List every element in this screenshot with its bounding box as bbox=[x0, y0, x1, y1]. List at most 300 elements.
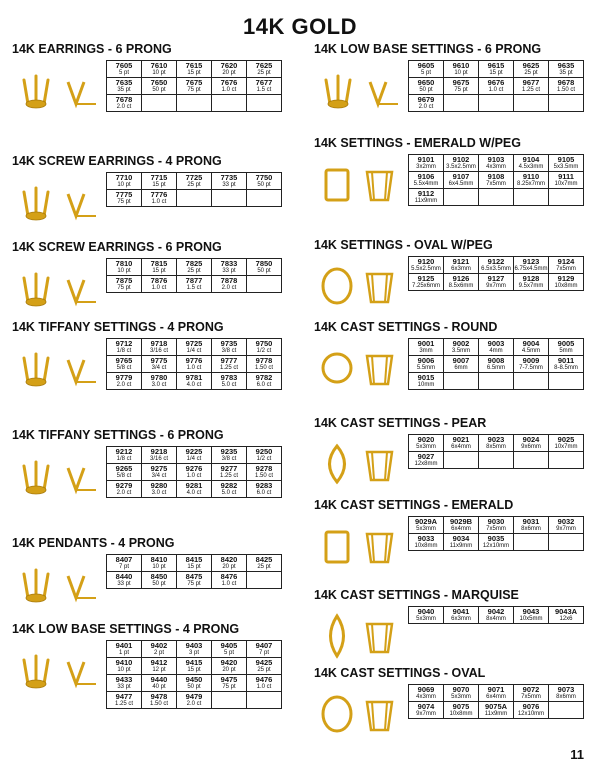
table-cell bbox=[444, 78, 479, 95]
table-cell bbox=[409, 257, 444, 274]
table-row bbox=[409, 155, 584, 172]
item-number: 9605 bbox=[417, 60, 435, 70]
table-cell bbox=[514, 607, 549, 624]
table-cell bbox=[549, 452, 584, 469]
item-number: 9777 bbox=[220, 355, 238, 365]
item-number: 9281 bbox=[185, 480, 203, 490]
table-cell bbox=[247, 190, 282, 207]
table-cell bbox=[142, 61, 177, 78]
table-cell bbox=[177, 173, 212, 190]
table-cell bbox=[514, 155, 549, 172]
item-number: 9280 bbox=[150, 480, 168, 490]
item-number: 9032 bbox=[557, 516, 575, 526]
table-cell bbox=[409, 95, 444, 112]
item-number: 9750 bbox=[255, 338, 273, 348]
item-size: 10x5mm bbox=[519, 616, 543, 623]
item-number-table bbox=[106, 60, 282, 112]
table-cell bbox=[479, 356, 514, 373]
item-size: 5.5mm bbox=[416, 365, 436, 372]
item-number: 9069 bbox=[417, 684, 435, 694]
item-size: 7x5mm bbox=[486, 526, 506, 533]
item-number: 9725 bbox=[185, 338, 203, 348]
item-size: 1.0 ct bbox=[151, 199, 167, 206]
table-cell bbox=[212, 356, 247, 373]
item-number: 9450 bbox=[185, 674, 203, 684]
item-number: 7620 bbox=[220, 60, 238, 70]
item-size: 12x6 bbox=[559, 616, 573, 623]
item-number: 9043A bbox=[554, 606, 578, 616]
item-size: 1.25 ct bbox=[219, 473, 238, 480]
item-size: 6.0 ct bbox=[256, 382, 272, 389]
table-row bbox=[409, 607, 584, 624]
table-cell bbox=[142, 276, 177, 293]
section-body bbox=[10, 338, 298, 398]
table-cell bbox=[247, 447, 282, 464]
item-size: 10x8mm bbox=[554, 283, 578, 290]
item-size: 9x7mm bbox=[416, 711, 436, 718]
item-size: 8.25x7mm bbox=[516, 181, 545, 188]
table-cell bbox=[549, 78, 584, 95]
item-number: 9128 bbox=[522, 273, 540, 283]
item-size: 50 pt bbox=[257, 268, 271, 275]
table-cell bbox=[107, 464, 142, 481]
item-size: 5x3mm bbox=[416, 444, 436, 451]
table-cell bbox=[409, 155, 444, 172]
item-number: 9776 bbox=[185, 355, 203, 365]
table-row bbox=[409, 517, 584, 534]
table-cell bbox=[247, 481, 282, 498]
item-number: 9401 bbox=[115, 640, 133, 650]
table-cell bbox=[107, 658, 142, 675]
item-size: 5.5x2.5mm bbox=[411, 266, 441, 273]
table-cell bbox=[444, 61, 479, 78]
table-cell bbox=[177, 675, 212, 692]
item-number: 7877 bbox=[185, 275, 203, 285]
section-title: 14K CAST SETTINGS - EMERALD bbox=[314, 498, 514, 512]
item-number: 9410 bbox=[115, 657, 133, 667]
section-title: 14K TIFFANY SETTINGS - 4 PRONG bbox=[12, 320, 224, 334]
item-size: 2.0 ct bbox=[116, 490, 132, 497]
item-number-table bbox=[408, 606, 584, 624]
item-number: 9110 bbox=[522, 171, 540, 181]
table-row bbox=[107, 173, 282, 190]
item-number: 9615 bbox=[487, 60, 505, 70]
item-number: 9106 bbox=[417, 171, 435, 181]
table-cell bbox=[107, 356, 142, 373]
item-size: 5x3.5mm bbox=[553, 164, 579, 171]
item-number: 9402 bbox=[150, 640, 168, 650]
item-size: 12x10mm bbox=[517, 711, 545, 718]
item-number: 9735 bbox=[220, 338, 238, 348]
item-number: 9102 bbox=[452, 154, 470, 164]
table-cell bbox=[444, 373, 479, 390]
item-number: 7875 bbox=[115, 275, 133, 285]
item-size: 3/8 ct bbox=[221, 456, 237, 463]
item-number: 9403 bbox=[185, 640, 203, 650]
table-cell bbox=[549, 435, 584, 452]
table-row bbox=[107, 555, 282, 572]
item-number: 9129 bbox=[557, 273, 575, 283]
item-size: 15 pt bbox=[187, 70, 201, 77]
table-cell bbox=[549, 685, 584, 702]
table-cell bbox=[177, 95, 212, 112]
item-size: 1.0 ct bbox=[221, 87, 237, 94]
four-prong-tiffany-icon bbox=[10, 338, 102, 398]
page-number: 11 bbox=[570, 747, 584, 762]
item-size: 4.5mm bbox=[521, 348, 541, 355]
item-size: 15 pt bbox=[152, 268, 166, 275]
table-cell bbox=[177, 555, 212, 572]
item-size: 5.0 ct bbox=[221, 382, 237, 389]
section-title: 14K PENDANTS - 4 PRONG bbox=[12, 536, 175, 550]
item-size: 12 pt bbox=[152, 667, 166, 674]
table-cell bbox=[142, 658, 177, 675]
table-cell bbox=[444, 356, 479, 373]
item-number: 9275 bbox=[150, 463, 168, 473]
item-size: 1.5 ct bbox=[186, 285, 202, 292]
item-number: 9030 bbox=[487, 516, 505, 526]
item-size: 25 pt bbox=[524, 70, 538, 77]
item-size: 1.0 ct bbox=[151, 285, 167, 292]
item-size: 2.0 ct bbox=[116, 382, 132, 389]
section-body bbox=[10, 640, 298, 708]
table-row bbox=[107, 692, 282, 709]
table-cell bbox=[177, 373, 212, 390]
item-number: 8450 bbox=[150, 571, 168, 581]
item-size: 7-7.5mm bbox=[519, 365, 543, 372]
table-cell bbox=[514, 685, 549, 702]
table-cell bbox=[479, 607, 514, 624]
item-size: 35 pt bbox=[559, 70, 573, 77]
table-cell bbox=[212, 78, 247, 95]
item-number: 9029A bbox=[414, 516, 438, 526]
item-number: 9635 bbox=[557, 60, 575, 70]
item-size: 3 pt bbox=[188, 650, 199, 657]
table-cell bbox=[479, 189, 514, 206]
item-size: 1/2 ct bbox=[256, 456, 272, 463]
table-cell bbox=[479, 339, 514, 356]
item-number: 9127 bbox=[487, 273, 505, 283]
item-size: 11x9mm bbox=[484, 711, 508, 718]
table-cell bbox=[107, 95, 142, 112]
section-body bbox=[10, 554, 298, 614]
table-cell bbox=[142, 675, 177, 692]
table-cell bbox=[444, 95, 479, 112]
item-number: 9212 bbox=[115, 446, 133, 456]
item-number: 9250 bbox=[255, 446, 273, 456]
item-number: 9041 bbox=[452, 606, 470, 616]
six-prong-earring-icon bbox=[10, 60, 102, 120]
table-cell bbox=[549, 373, 584, 390]
item-number: 9021 bbox=[452, 434, 470, 444]
item-number: 9033 bbox=[417, 533, 435, 543]
item-number: 9075 bbox=[452, 701, 470, 711]
section-body bbox=[312, 256, 600, 316]
table-cell bbox=[107, 78, 142, 95]
item-size: 6x3mm bbox=[451, 266, 471, 273]
table-row bbox=[409, 435, 584, 452]
item-size: 6mm bbox=[454, 365, 468, 372]
six-prong-screw-earring-icon bbox=[10, 258, 102, 318]
item-size: 3mm bbox=[419, 348, 433, 355]
item-size: 50 pt bbox=[419, 87, 433, 94]
table-row bbox=[107, 464, 282, 481]
item-number: 9475 bbox=[220, 674, 238, 684]
table-cell bbox=[409, 452, 444, 469]
item-number-table bbox=[106, 554, 282, 589]
table-cell bbox=[514, 257, 549, 274]
item-number-table bbox=[408, 434, 584, 469]
section-body bbox=[10, 60, 298, 120]
item-size: 7 pt bbox=[118, 564, 129, 571]
product-section bbox=[312, 588, 600, 666]
item-size: 50 pt bbox=[152, 87, 166, 94]
table-cell bbox=[479, 95, 514, 112]
table-cell bbox=[247, 356, 282, 373]
table-cell bbox=[212, 259, 247, 276]
item-number: 9783 bbox=[220, 372, 238, 382]
item-number: 7876 bbox=[150, 275, 168, 285]
product-section bbox=[312, 666, 600, 744]
item-size: 10x7mm bbox=[554, 444, 578, 451]
item-size: 1.0 ct bbox=[256, 684, 272, 691]
item-number: 8420 bbox=[220, 554, 238, 564]
table-cell bbox=[444, 607, 479, 624]
item-size: 75 pt bbox=[222, 684, 236, 691]
item-number: 9478 bbox=[150, 691, 168, 701]
table-cell bbox=[107, 555, 142, 572]
item-size: 6.5mm bbox=[486, 365, 506, 372]
table-cell bbox=[409, 339, 444, 356]
item-number: 9433 bbox=[115, 674, 133, 684]
item-number: 9043 bbox=[522, 606, 540, 616]
section-title: 14K CAST SETTINGS - PEAR bbox=[314, 416, 487, 430]
item-size: 15 pt bbox=[489, 70, 503, 77]
table-row bbox=[409, 356, 584, 373]
item-size: 35 pt bbox=[117, 87, 131, 94]
table-cell bbox=[107, 339, 142, 356]
item-size: 75 pt bbox=[454, 87, 468, 94]
table-cell bbox=[549, 172, 584, 189]
item-number: 9040 bbox=[417, 606, 435, 616]
product-section bbox=[10, 622, 298, 708]
item-number: 7815 bbox=[150, 258, 168, 268]
item-size: 10 pt bbox=[117, 667, 131, 674]
table-row bbox=[107, 259, 282, 276]
item-number: 9008 bbox=[487, 355, 505, 365]
item-number: 9107 bbox=[452, 171, 470, 181]
item-number: 9407 bbox=[255, 640, 273, 650]
item-number: 9034 bbox=[452, 533, 470, 543]
page-title: 14K GOLD bbox=[242, 14, 358, 39]
table-cell bbox=[142, 481, 177, 498]
table-cell bbox=[247, 173, 282, 190]
item-size: 33 pt bbox=[117, 684, 131, 691]
table-cell bbox=[142, 259, 177, 276]
item-size: 2 pt bbox=[153, 650, 164, 657]
item-size: 10x7mm bbox=[554, 181, 578, 188]
item-size: 5x3mm bbox=[416, 526, 436, 533]
item-size: 12x8mm bbox=[414, 461, 438, 468]
table-cell bbox=[479, 534, 514, 551]
table-row bbox=[409, 534, 584, 551]
table-cell bbox=[409, 435, 444, 452]
table-row bbox=[107, 78, 282, 95]
item-size: 3.5mm bbox=[451, 348, 471, 355]
item-size: 4.0 ct bbox=[186, 382, 202, 389]
table-cell bbox=[107, 572, 142, 589]
table-cell bbox=[479, 517, 514, 534]
item-number: 9476 bbox=[255, 674, 273, 684]
table-cell bbox=[247, 555, 282, 572]
table-cell bbox=[177, 641, 212, 658]
section-body bbox=[312, 516, 600, 576]
table-cell bbox=[177, 61, 212, 78]
item-size: 6.5x3.5mm bbox=[481, 266, 511, 273]
item-size: 75 pt bbox=[117, 199, 131, 206]
section-body bbox=[312, 154, 600, 214]
table-cell bbox=[212, 572, 247, 589]
table-cell bbox=[247, 373, 282, 390]
table-cell bbox=[514, 452, 549, 469]
item-size: 5x3mm bbox=[451, 694, 471, 701]
table-cell bbox=[514, 189, 549, 206]
item-number: 9108 bbox=[487, 171, 505, 181]
item-size: 3.5x2.5mm bbox=[446, 164, 476, 171]
table-cell bbox=[142, 339, 177, 356]
table-row bbox=[409, 95, 584, 112]
item-size: 1.25 ct bbox=[521, 87, 540, 94]
item-number: 9073 bbox=[557, 684, 575, 694]
product-section bbox=[10, 320, 298, 398]
item-size: 2.0 ct bbox=[221, 285, 237, 292]
table-cell bbox=[514, 373, 549, 390]
table-cell bbox=[212, 481, 247, 498]
section-body bbox=[10, 172, 298, 232]
table-cell bbox=[479, 78, 514, 95]
item-number: 8475 bbox=[185, 571, 203, 581]
item-size: 3/16 ct bbox=[149, 456, 168, 463]
table-cell bbox=[514, 534, 549, 551]
emerald-cast-setting-icon bbox=[312, 516, 404, 576]
table-cell bbox=[409, 189, 444, 206]
item-number: 7677 bbox=[255, 77, 273, 87]
table-cell bbox=[409, 274, 444, 291]
table-cell bbox=[444, 452, 479, 469]
item-size: 6.75x4.5mm bbox=[514, 266, 548, 273]
six-prong-tiffany-icon bbox=[10, 446, 102, 506]
table-cell bbox=[107, 173, 142, 190]
item-size: 1/2 ct bbox=[256, 348, 272, 355]
item-size: 2.0 ct bbox=[116, 104, 132, 111]
section-body bbox=[10, 258, 298, 318]
section-body bbox=[312, 684, 600, 744]
item-size: 25 pt bbox=[187, 182, 201, 189]
item-number: 7635 bbox=[115, 77, 133, 87]
item-size: 8x6mm bbox=[556, 694, 576, 701]
item-number: 9027 bbox=[417, 451, 435, 461]
table-cell bbox=[247, 658, 282, 675]
table-cell bbox=[444, 172, 479, 189]
table-cell bbox=[444, 257, 479, 274]
item-size: 6x3mm bbox=[451, 616, 471, 623]
item-size: 40 pt bbox=[152, 684, 166, 691]
item-size: 7x5mm bbox=[486, 181, 506, 188]
item-size: 20 pt bbox=[222, 564, 236, 571]
item-size: 3/16 ct bbox=[149, 348, 168, 355]
item-number-table bbox=[408, 338, 584, 390]
table-cell bbox=[549, 155, 584, 172]
table-cell bbox=[107, 692, 142, 709]
table-cell bbox=[177, 658, 212, 675]
table-cell bbox=[247, 95, 282, 112]
item-number: 9765 bbox=[115, 355, 133, 365]
item-number: 9677 bbox=[522, 77, 540, 87]
item-size: 4.5x3mm bbox=[518, 164, 544, 171]
item-size: 1 pt bbox=[118, 650, 129, 657]
item-number: 9076 bbox=[522, 701, 540, 711]
product-section bbox=[10, 42, 298, 120]
item-size: 10x8mm bbox=[414, 543, 438, 550]
section-title: 14K CAST SETTINGS - OVAL bbox=[314, 666, 486, 680]
item-number: 9124 bbox=[557, 256, 575, 266]
item-size: 33 pt bbox=[222, 182, 236, 189]
table-cell bbox=[549, 189, 584, 206]
table-cell bbox=[549, 61, 584, 78]
table-cell bbox=[549, 95, 584, 112]
item-size: 1.0 ct bbox=[488, 87, 504, 94]
section-title: 14K SCREW EARRINGS - 4 PRONG bbox=[12, 154, 222, 168]
item-number: 7615 bbox=[185, 60, 203, 70]
item-number: 9277 bbox=[220, 463, 238, 473]
item-number: 7675 bbox=[185, 77, 203, 87]
item-number: 9029B bbox=[449, 516, 473, 526]
product-section bbox=[10, 428, 298, 506]
item-size: 1.0 ct bbox=[186, 473, 202, 480]
table-cell bbox=[212, 173, 247, 190]
table-cell bbox=[177, 276, 212, 293]
item-number-table bbox=[408, 516, 584, 551]
item-number: 9420 bbox=[220, 657, 238, 667]
item-number: 9412 bbox=[150, 657, 168, 667]
table-cell bbox=[409, 61, 444, 78]
item-number: 9440 bbox=[150, 674, 168, 684]
table-cell bbox=[247, 259, 282, 276]
item-number: 9070 bbox=[452, 684, 470, 694]
table-cell bbox=[107, 190, 142, 207]
table-cell bbox=[142, 95, 177, 112]
item-number: 9075A bbox=[484, 701, 508, 711]
table-cell bbox=[479, 452, 514, 469]
table-cell bbox=[479, 702, 514, 719]
item-size: 9x7mm bbox=[486, 283, 506, 290]
table-cell bbox=[142, 555, 177, 572]
table-row bbox=[107, 481, 282, 498]
table-row bbox=[409, 61, 584, 78]
marquise-cast-setting-icon bbox=[312, 606, 404, 666]
section-body bbox=[312, 60, 600, 120]
item-size: 50 pt bbox=[187, 684, 201, 691]
table-cell bbox=[177, 481, 212, 498]
oval-cast-setting-icon bbox=[312, 684, 404, 744]
table-cell bbox=[247, 61, 282, 78]
table-cell bbox=[212, 61, 247, 78]
table-cell bbox=[444, 339, 479, 356]
item-size: 5x3mm bbox=[416, 616, 436, 623]
table-row bbox=[107, 641, 282, 658]
item-number: 9105 bbox=[557, 154, 575, 164]
product-section bbox=[312, 498, 600, 576]
